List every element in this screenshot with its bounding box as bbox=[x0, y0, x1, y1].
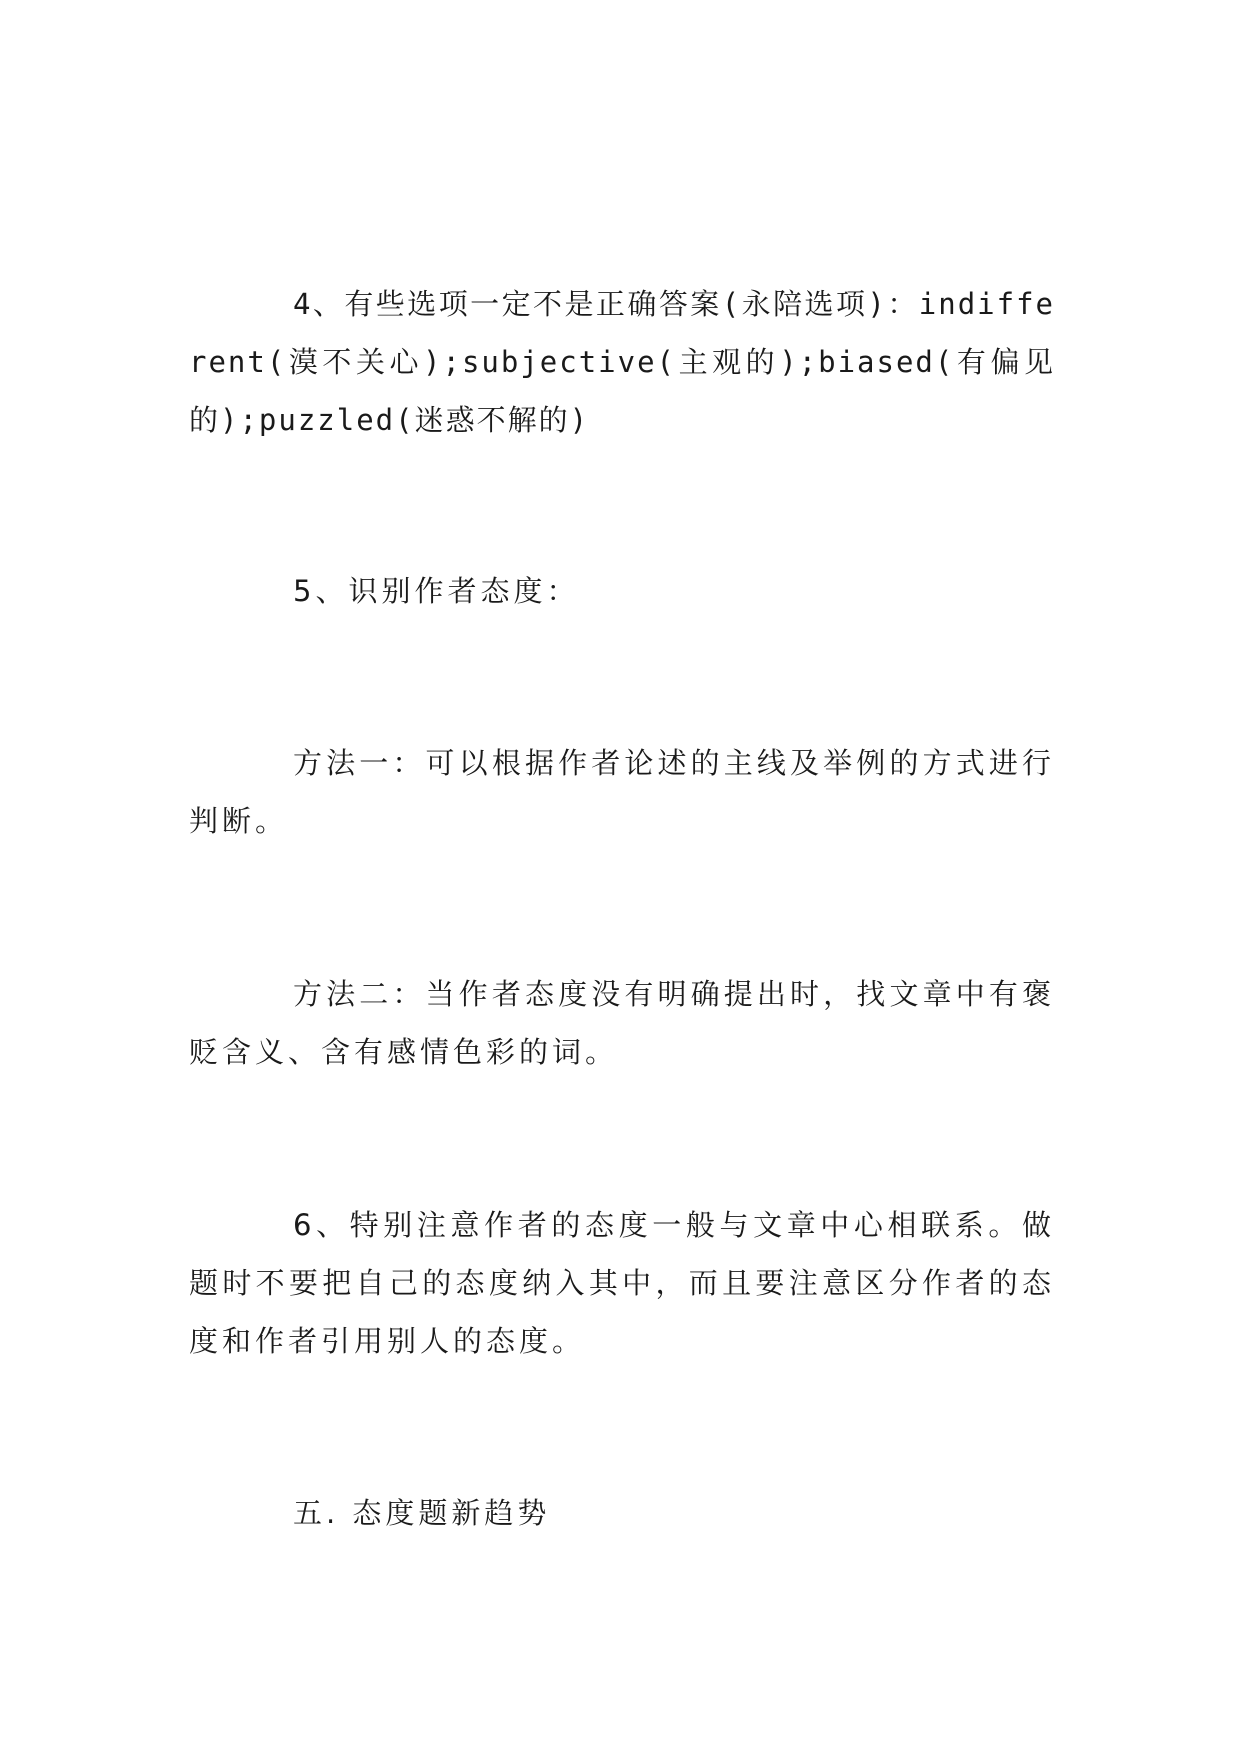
paragraph-method-two: 方法二：当作者态度没有明确提出时，找文章中有褒贬含义、含有感情色彩的词。 bbox=[189, 977, 1055, 1069]
paragraph-option-words: 4、有些选项一定不是正确答案(永陪选项)：indifferent(漠不关心);subjective(主观的);biased(有偏见的);puzzled(迷惑不解的) bbox=[189, 287, 1055, 437]
paragraph-identify-attitude: 5、识别作者态度： bbox=[293, 574, 580, 608]
paragraph-note-attitude: 6、特别注意作者的态度一般与文章中心相联系。做题时不要把自己的态度纳入其中，而且要注意区分作者的态度和作者引用别人的态度。 bbox=[189, 1208, 1055, 1358]
paragraph-method-one: 方法一：可以根据作者论述的主线及举例的方式进行判断。 bbox=[189, 746, 1055, 838]
section-heading-new-trend: 五. 态度题新趋势 bbox=[293, 1496, 551, 1530]
